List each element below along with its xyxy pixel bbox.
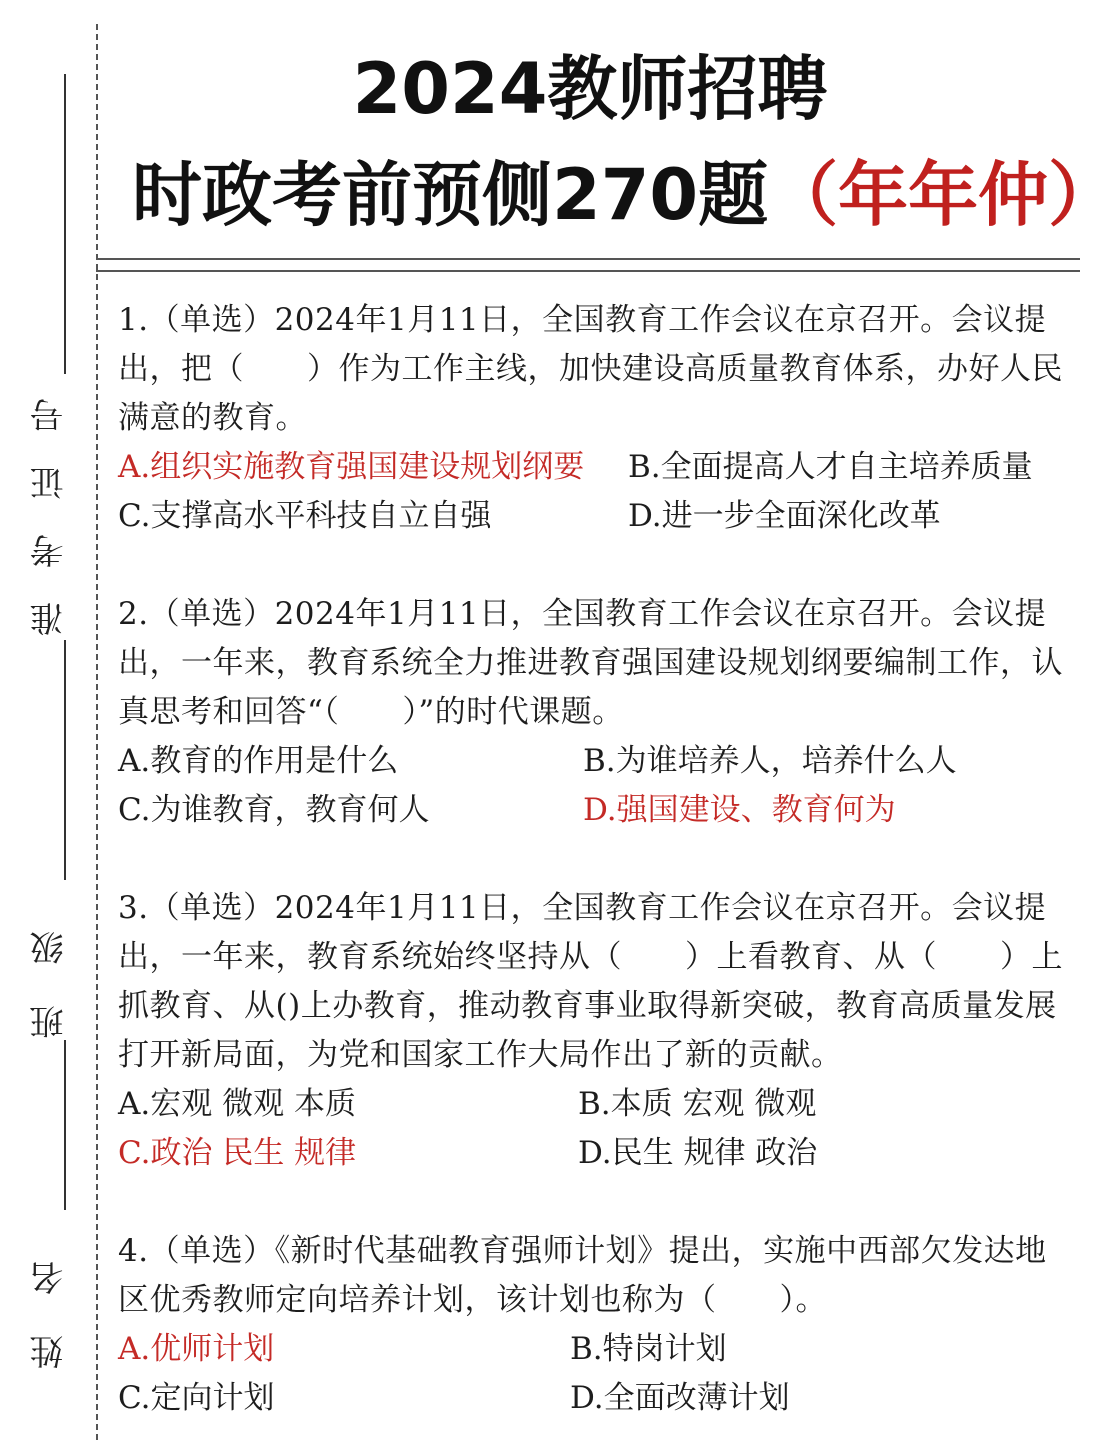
- option-c: C.政治 民生 规律: [118, 1135, 357, 1171]
- option-d: D.强国建设、教育何为: [583, 792, 896, 828]
- option-c: C.定向计划: [118, 1380, 275, 1416]
- option-d: D.进一步全面深化改革: [628, 498, 941, 534]
- question-options: [118, 1325, 1064, 1423]
- option-a: A.组织实施教育强国建设规划纲要: [118, 449, 585, 485]
- question-options: [118, 737, 1064, 835]
- title-main: 时政考前预侧270题: [132, 154, 769, 236]
- option-b: B.为谁培养人，培养什么人: [583, 743, 957, 779]
- page-title-line2: [120, 150, 1118, 240]
- question-stem: 2.（单选）2024年1月11日，全国教育工作会议在京召开。会议提出，一年来，教育系统全力推进教育强国建设规划纲要编制工作，认真思考和回答“（ ）”的时代课题。: [118, 596, 1063, 730]
- option-c: C.为谁教育，教育何人: [118, 792, 430, 828]
- question-1: [118, 296, 1064, 541]
- question-options: [118, 1080, 1064, 1178]
- title-rule-bottom: [96, 270, 1080, 272]
- option-a: A.教育的作用是什么: [118, 743, 399, 779]
- question-options: [118, 443, 1064, 541]
- page-title-line1: 2024教师招聘: [352, 48, 828, 130]
- class-fill-line: [64, 1040, 66, 1210]
- question-stem: 3.（单选）2024年1月11日，全国教育工作会议在京召开。会议提出，一年来，教育系统始终坚持从（ ）上看教育、从（ ）上抓教育、从()上办教育，推动教育事业取得新突破，教育高质量发展打开新局面，为党和国家工作大局作出了新的贡献。: [118, 890, 1063, 1073]
- question-stem: 4.（单选）《新时代基础教育强师计划》提出，实施中西部欠发达地区优秀教师定向培养计划，该计划也称为（ ）。: [118, 1233, 1047, 1318]
- exam-id-fill-line: [64, 74, 66, 374]
- binding-dashed-line: [96, 24, 98, 1440]
- question-4: [118, 1227, 1064, 1423]
- option-a: A.优师计划: [118, 1331, 275, 1367]
- option-d: D.全面改薄计划: [570, 1380, 790, 1416]
- option-c: C.支撑高水平科技自立自强: [118, 498, 492, 534]
- option-d: D.民生 规律 政治: [578, 1135, 818, 1171]
- option-b: B.特岗计划: [570, 1331, 727, 1367]
- question-3: [118, 884, 1064, 1178]
- title-rule-top: [96, 258, 1080, 260]
- class-label: 班级: [30, 891, 70, 1039]
- exam-id-label: 准考证号: [30, 364, 70, 636]
- option-a: A.宏观 微观 本质: [118, 1086, 356, 1122]
- class-fill-line-top: [64, 640, 66, 880]
- name-label: 姓名: [30, 1221, 70, 1369]
- question-stem: 1.（单选）2024年1月11日，全国教育工作会议在京召开。会议提出，把（ ）作为工作主线，加快建设高质量教育体系，办好人民满意的教育。: [118, 302, 1063, 436]
- option-b: B.本质 宏观 微观: [578, 1086, 817, 1122]
- option-b: B.全面提高人才自主培养质量: [628, 449, 1033, 485]
- title-author: （年年仲）: [768, 154, 1118, 236]
- question-2: [118, 590, 1064, 835]
